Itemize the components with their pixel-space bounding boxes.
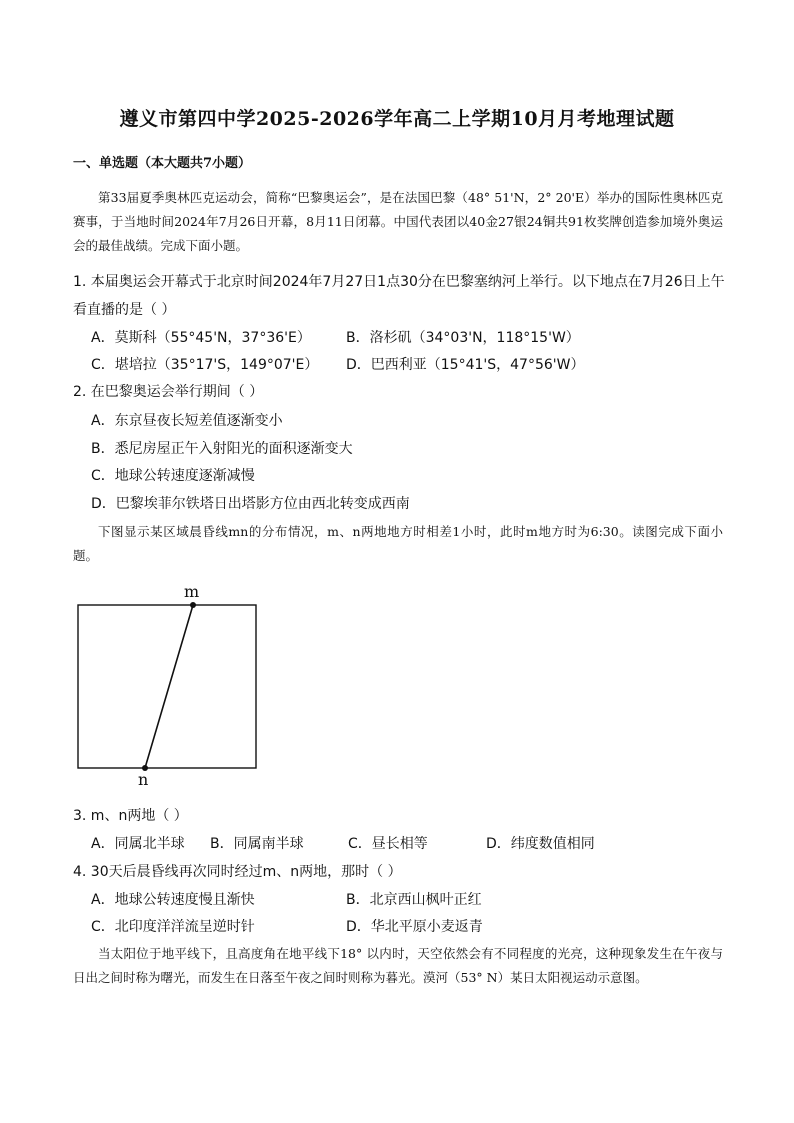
question-4-stem: 4. 30天后晨昏线再次同时经过m、n两地，那时（ ） — [73, 864, 402, 880]
question-1-stem: 1. 本届奥运会开幕式于北京时间2024年7月27日1点30分在巴黎塞纳河上举行。以下地点在7月26日上午看直播的是（ ） — [73, 274, 725, 318]
point-m-label: m — [184, 582, 200, 601]
question-4-option-c: C．北印度洋洋流呈逆时针 — [91, 919, 255, 935]
terminator-diagram-svg — [70, 580, 270, 790]
question-1-option-d: D．巴西利亚（15°41'S，47°56'W） — [346, 357, 585, 373]
question-3-option-a: A．同属北半球 — [91, 836, 185, 852]
passage-twilight: 当太阳位于地平线下，且高度角在地平线下18° 以内时，天空依然会有不同程度的光亮，这种现象发生在午夜与日出之间时称为曙光，而发生在日落至午夜之间时则称为暮光。漠河（53° N）某日太阳视运动示意图。 — [73, 946, 723, 985]
question-1-option-a: A．莫斯科（55°45'N，37°36'E） — [91, 330, 311, 346]
passage-terminator-line: 下图显示某区域晨昏线mn的分布情况，m、n两地地方时相差1小时，此时m地方时为6:30。读图完成下面小题。 — [73, 524, 723, 563]
question-2-option-b: B．悉尼房屋正午入射阳光的面积逐渐变大 — [91, 441, 353, 457]
region-frame — [78, 605, 256, 768]
question-4-option-b: B．北京西山枫叶正红 — [346, 892, 482, 908]
question-2-option-c: C．地球公转速度逐渐减慢 — [91, 468, 255, 484]
question-3-option-c: C．昼长相等 — [348, 836, 428, 852]
point-n-label: n — [138, 770, 149, 789]
question-1-option-c: C．堪培拉（35°17'S，149°07'E） — [91, 357, 319, 373]
question-2-option-a: A．东京昼夜长短差值逐渐变小 — [91, 413, 283, 429]
section-heading: 一、单选题（本大题共7小题） — [73, 156, 252, 171]
question-2-stem: 2. 在巴黎奥运会举行期间（ ） — [73, 384, 264, 400]
terminator-diagram — [70, 580, 270, 790]
question-3-stem: 3. m、n两地（ ） — [73, 808, 188, 824]
exam-title: 遵义市第四中学2025-2026学年高二上学期10月月考地理试题 — [119, 108, 675, 130]
question-2-option-d: D．巴黎埃菲尔铁塔日出塔影方位由西北转变成西南 — [91, 496, 410, 512]
point-m-marker — [190, 602, 196, 608]
question-4-option-d: D．华北平原小麦返青 — [346, 919, 483, 935]
question-3-option-d: D．纬度数值相同 — [486, 836, 595, 852]
passage-paris-olympics: 第33届夏季奥林匹克运动会，简称“巴黎奥运会”，是在法国巴黎（48° 51'N，2° 20'E）举办的国际性奥林匹克赛事，于当地时间2024年7月26日开幕，8月11日闭幕。中国代表团以40金27银24铜共91枚奖牌创造参加境外奥运会的最佳战绩。完成下面小题。 — [73, 190, 723, 253]
question-3-option-b: B．同属南半球 — [210, 836, 304, 852]
question-1-option-b: B．洛杉矶（34°03'N，118°15'W） — [346, 330, 580, 346]
question-4-option-a: A．地球公转速度慢且渐快 — [91, 892, 255, 908]
terminator-line-mn — [145, 605, 193, 768]
